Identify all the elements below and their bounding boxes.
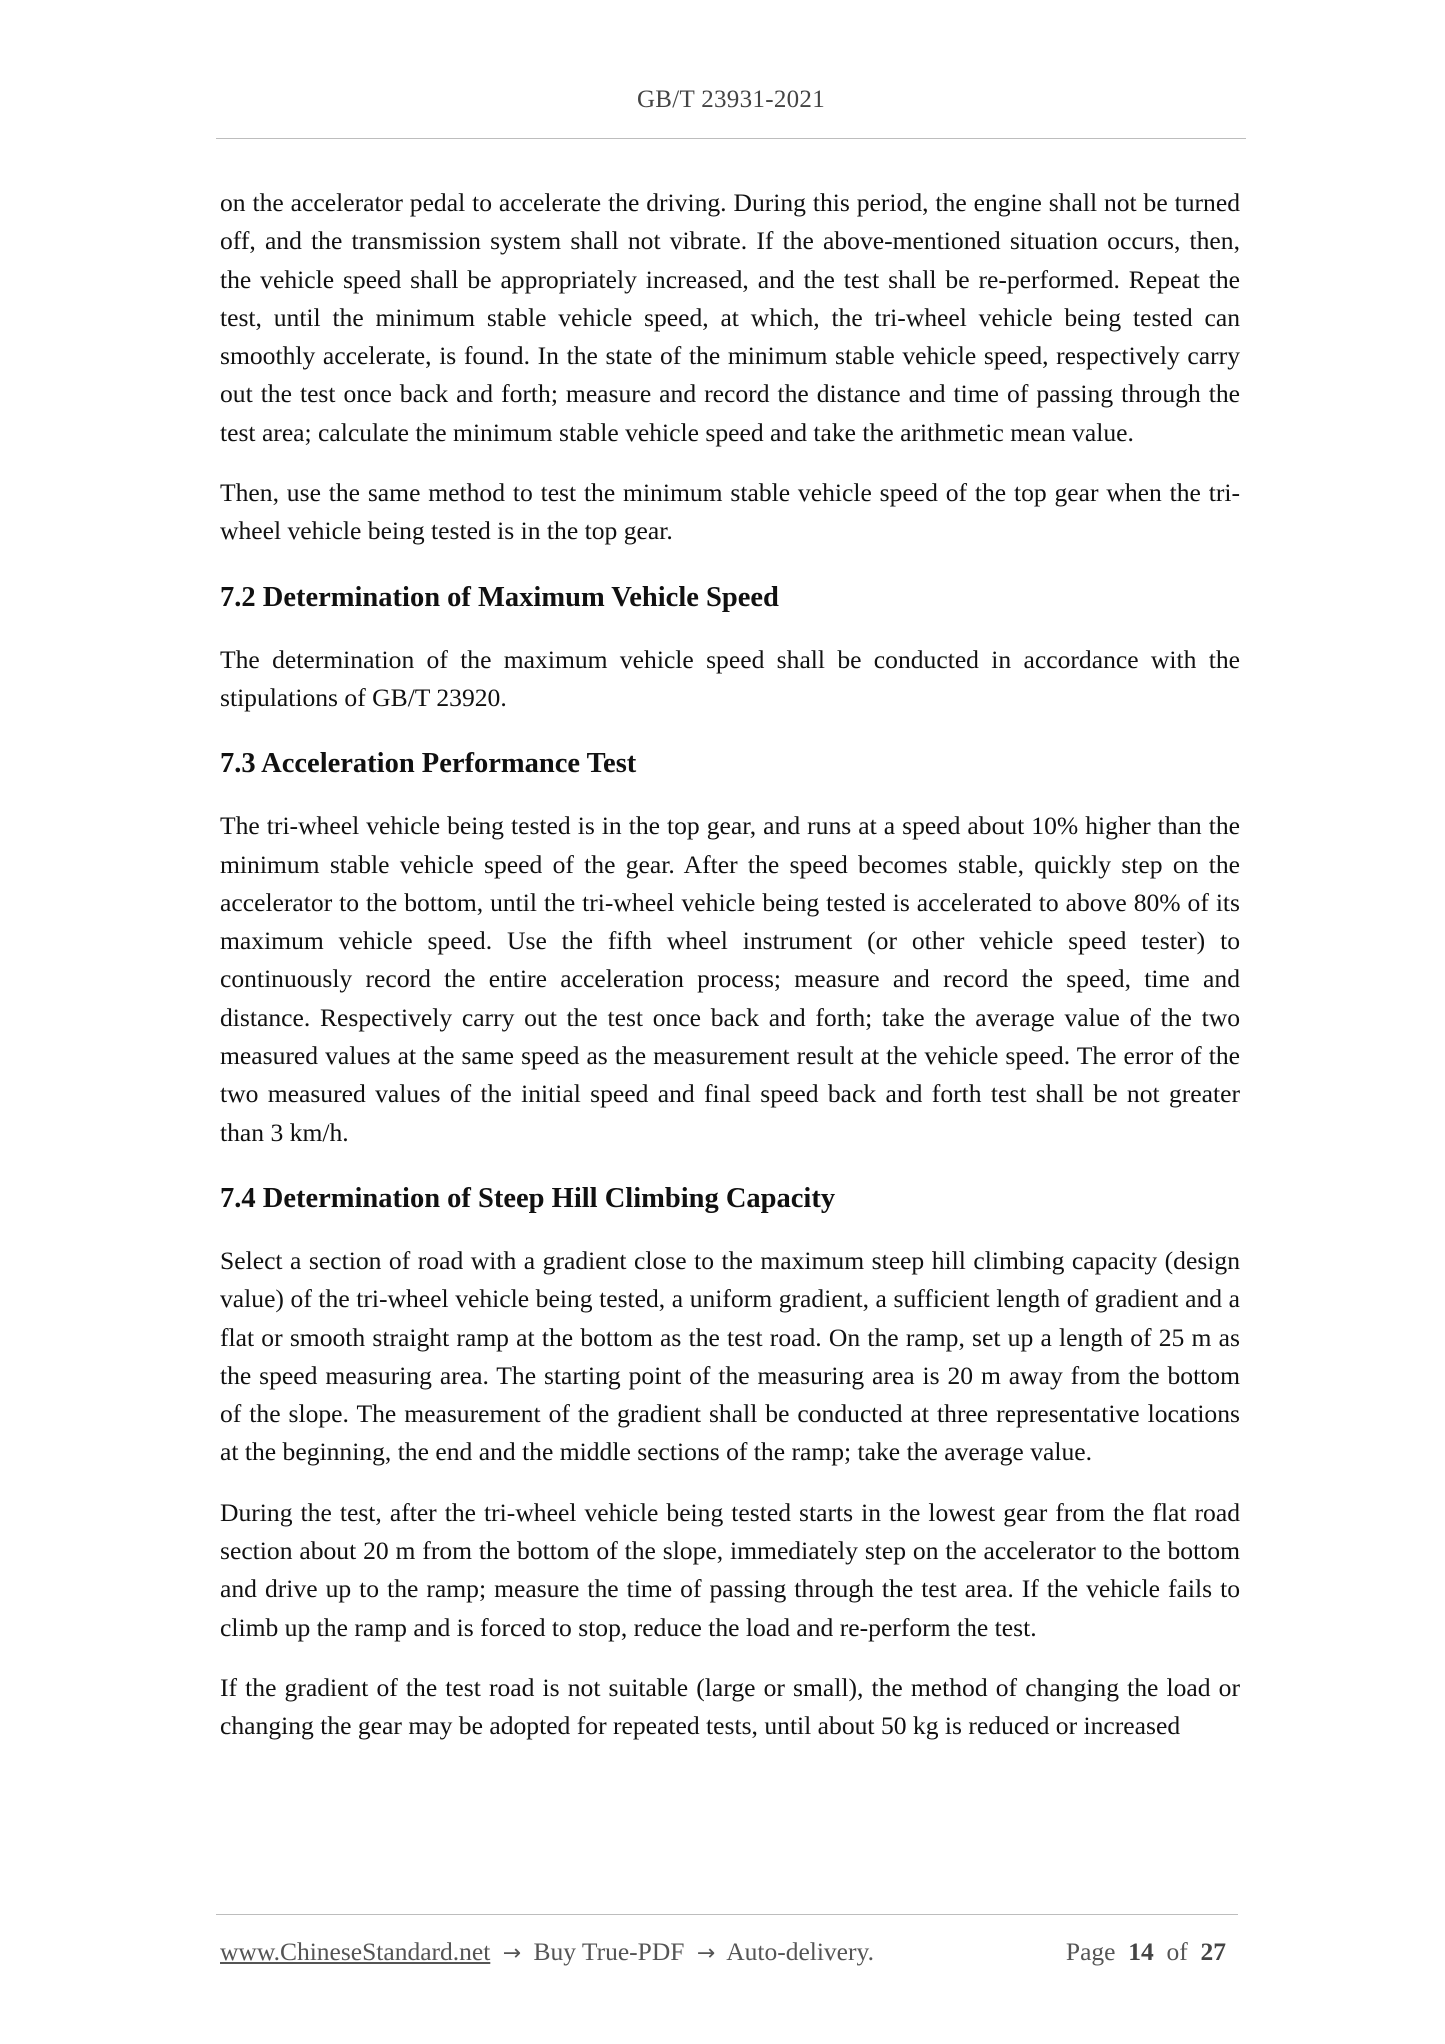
page-footer: [216, 1914, 1238, 1966]
auto-delivery-text: Auto-delivery.: [726, 1937, 874, 1966]
document-code: GB/T 23931-2021: [636, 86, 826, 113]
page-label: Page: [1065, 1937, 1116, 1966]
page-number: 14: [1128, 1937, 1154, 1966]
paragraph-max-speed: The determination of the maximum vehicle speed shall be conducted in accordance with the stipulations of GB/T 23920.: [220, 644, 1240, 712]
arrow-right-icon: →: [502, 1941, 522, 1966]
site-link[interactable]: www.ChineseStandard.net: [220, 1937, 491, 1966]
footer-promo: [220, 1937, 874, 1967]
paragraph-minimum-speed-procedure: on the accelerator pedal to accelerate the driving. During this period, the engine shall not be turned off, and the transmission system shall not vibrate. If the above-mentioned situation occurs, then, the vehicle speed shall be appropriately increased, and the test shall be re-performed. Repeat the test, until the minimum stable vehicle speed, at which, the tri-wheel vehicle being tested can smoothly accelerate, is found. In the state of the minimum stable vehicle speed, respectively carry out the test once back and forth; measure and record the distance and time of passing through the test area; calculate the minimum stable vehicle speed and take the arithmetic mean value.: [220, 188, 1240, 447]
section-heading-7-3: 7.3 Acceleration Performance Test: [220, 748, 637, 780]
page-indicator: [1066, 1937, 1226, 1967]
section-heading-7-4: 7.4 Determination of Steep Hill Climbing Capacity: [220, 1182, 836, 1214]
section-heading-7-2: 7.2 Determination of Maximum Vehicle Speed: [220, 581, 779, 613]
document-body: [220, 184, 1240, 1768]
paragraph-road-selection: Select a section of road with a gradient close to the maximum steep hill climbing capacity (design value) of the tri-wheel vehicle being tested, a uniform gradient, a sufficient length of gradient and a flat or smooth straight ramp at the bottom as the test road. On the ramp, set up a length of 25 m as the speed measuring area. The starting point of the measuring area is 20 m away from the bottom of the slope. The measurement of the gradient shall be conducted at three representative locations at the beginning, the end and the middle sections of the ramp; take the average value.: [220, 1245, 1240, 1467]
arrow-right-icon: →: [696, 1941, 716, 1966]
of-label: of: [1166, 1937, 1188, 1966]
page-total: 27: [1200, 1937, 1226, 1966]
page-header: [216, 0, 1246, 139]
paragraph-top-gear-test: Then, use the same method to test the minimum stable vehicle speed of the top gear when the tri-wheel vehicle being tested is in the top gear.: [220, 478, 1240, 546]
paragraph-gradient-adjustment: If the gradient of the test road is not suitable (large or small), the method of changing the load or changing the gear may be adopted for repeated tests, until about 50 kg is reduced or increased: [220, 1672, 1240, 1741]
paragraph-test-procedure: During the test, after the tri-wheel vehicle being tested starts in the lowest gear from the flat road section about 20 m from the bottom of the slope, immediately step on the accelerator to the bottom and drive up to the ramp; measure the time of passing through the test area. If the vehicle fails to climb up the ramp and is forced to stop, reduce the load and re-perform the test.: [220, 1497, 1240, 1642]
paragraph-acceleration-test: The tri-wheel vehicle being tested is in the top gear, and runs at a speed about 10% higher than the minimum stable vehicle speed of the gear. After the speed becomes stable, quickly step on the accelerator to the bottom, until the tri-wheel vehicle being tested is accelerated to above 80% of its maximum vehicle speed. Use the fifth wheel instrument (or other vehicle speed tester) to continuously record the entire acceleration process; measure and record the speed, time and distance. Respectively carry out the test once back and forth; take the average value of the two measured values at the same speed as the measurement result at the vehicle speed. The error of the two measured values of the initial speed and final speed back and forth test shall be not greater than 3 km/h.: [220, 811, 1240, 1147]
buy-pdf-text: Buy True-PDF: [533, 1937, 685, 1966]
